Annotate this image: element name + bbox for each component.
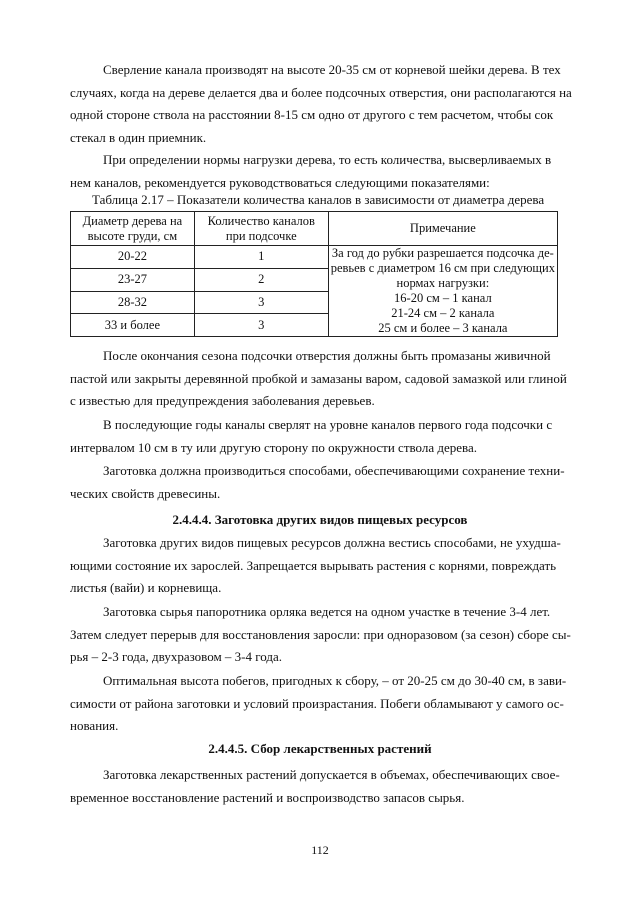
cell-diameter: 23-27 — [71, 268, 195, 291]
text-line: листья (вайи) и корневища. — [70, 580, 222, 595]
paragraph-shoot-height — [70, 670, 570, 738]
cell-note — [328, 246, 557, 337]
text-line: Затем следует перерыв для восстановления заросли: при одноразовом (за сезон) сборе сы- — [70, 626, 571, 642]
paragraph-bracken-fern — [70, 601, 570, 669]
note-line: ревьев с диаметром 16 см при следующих — [330, 261, 555, 275]
text-line: одной стороне ствола на расстоянии 8-15 см одно от другого с тем расчетом, чтобы сок — [70, 107, 554, 122]
text-line: нования. — [70, 718, 119, 733]
text-line: симости от района заготовки и условий произрастания. Побеги обламывают у самого ос- — [70, 695, 564, 711]
text-line: В последующие годы каналы сверлят на уровне каналов первого года подсочки с — [103, 417, 553, 432]
header-diameter: Диаметр дерева на высоте груди, см — [71, 212, 195, 246]
text-line: ческих свойств древесины. — [70, 485, 221, 501]
note-line: 21-24 см – 2 канала — [391, 306, 495, 320]
paragraph-after-season — [70, 345, 570, 413]
note-line: 16-20 см – 1 канал — [394, 291, 492, 305]
section-heading-medicinal-plants: 2.4.4.5. Сбор лекарственных растений — [208, 741, 432, 756]
text-line: случаях, когда на дереве делается два и более подсочных отверстия, они располагаются на — [70, 84, 572, 100]
text-line: с известью для предупреждения заболевания деревьев. — [70, 393, 375, 408]
table-row — [71, 246, 558, 269]
text-line: Сверление канала производят на высоте 20-35 см от корневой шейки дерева. В тех — [103, 62, 561, 77]
channels-table — [70, 211, 558, 337]
cell-channels: 3 — [194, 314, 328, 337]
paragraph-wood-properties — [70, 460, 570, 505]
text-line: Оптимальная высота побегов, пригодных к сбору, – от 20-25 см до 30-40 см, в зави- — [103, 673, 567, 688]
note-line: За год до рубки разрешается подсочка де- — [331, 246, 554, 260]
paragraph-following-years — [70, 414, 570, 459]
table-header-row — [71, 212, 558, 246]
paragraph-other-food-resources — [70, 532, 570, 600]
text-line: интервалом 10 см в ту или другую сторону по окружности ствола дерева. — [70, 439, 478, 455]
text-line: нем каналов, рекомендуется руководствоваться следующими показателями: — [70, 174, 490, 190]
header-note: Примечание — [328, 212, 557, 246]
cell-channels: 3 — [194, 291, 328, 314]
text-line: стекал в один приемник. — [70, 129, 207, 145]
cell-diameter: 33 и более — [71, 314, 195, 337]
text-line: ющими состояние их зарослей. Запрещается вырывать растения с корнями, повреждать — [70, 557, 557, 573]
text-line: Заготовка лекарственных растений допускается в объемах, обеспечивающих свое- — [103, 767, 560, 782]
note-line: 25 см и более – 3 канала — [378, 321, 508, 335]
header-channels: Количество каналов при подсочке — [194, 212, 328, 246]
section-heading-food-resources: 2.4.4.4. Заготовка других видов пищевых ресурсов — [172, 512, 468, 527]
paragraph-load-norms — [70, 149, 570, 194]
cell-channels: 1 — [194, 246, 328, 269]
text-line: временное восстановление растений и воспроизводство запасов сырья. — [70, 789, 465, 805]
text-line: Заготовка сырья папоротника орляка ведется на одном участке в течение 3-4 лет. — [103, 604, 551, 619]
text-line: Заготовка других видов пищевых ресурсов должна вестись способами, не ухудша- — [103, 535, 561, 550]
page-number: 112 — [311, 843, 329, 857]
text-line: При определении нормы нагрузки дерева, то есть количества, высверливаемых в — [103, 152, 552, 167]
text-line: После окончания сезона подсочки отверстия должны быть промазаны живичной — [103, 348, 551, 363]
text-line: пастой или закрыты деревянной пробкой и замазаны варом, садовой замазкой или глиной — [70, 370, 567, 386]
note-line: нормах нагрузки: — [396, 276, 490, 290]
cell-diameter: 28-32 — [71, 291, 195, 314]
cell-channels: 2 — [194, 268, 328, 291]
paragraph-drilling-height — [70, 59, 570, 149]
text-line: Заготовка должна производиться способами, обеспечивающими сохранение техни- — [103, 463, 565, 478]
cell-diameter: 20-22 — [71, 246, 195, 269]
paragraph-medicinal-harvest — [70, 764, 570, 809]
table-caption: Таблица 2.17 – Показатели количества каналов в зависимости от диаметра дерева — [92, 192, 545, 207]
text-line: рья – 2-3 года, двухразовом – 3-4 года. — [70, 649, 283, 664]
